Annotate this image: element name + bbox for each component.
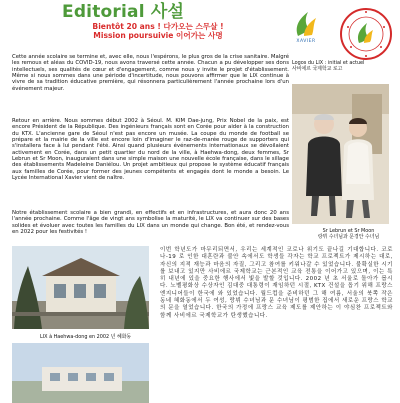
house-photo-image [12,246,149,329]
logos-caption-fr: Logos du LIX : initial et actuel [292,60,365,66]
korean-paragraph: 이번 학년도가 마무리되면서, 우리는 세계적인 코로나 위기도 끝나길 기대합니다. 코로나-19 로 인한 대혼란과 불안 속에서도 학생들 각자는 학교 프로젝트가 제시하는 대로, 자신의 지적 재능과 마음의 자질, 그리고 참여를 키워나갈 수 있었습니다. 불확실한 시기를 보내고 있지만 사비에르 국제학교는 근본적인 교육 전통을 이어가고 있으며, 이는 특히 내년에 있을 중요한 행사에서 빛을 발할 것입니다. 2002 년 초 서울로 돌아가 봅시다. 노벨평화상 수상자인 김대중 대통령이 재임하던 시절, KTX 건설을 돕기 위해 프랑스 엔지니어들이 한국에 와 있었습니다. 월드컵을 준비하던 그 해 여름, 서울의 북쪽 작은 동네 혜화동에서 두 여성, 랑뷔 수녀님과 문 수녀님이 평범한 집에서 새로운 프랑스 학교의 문을 열었습니다. 한국의 가정에 프랑스 교육 제도를 제안하는 이 야심찬 프로젝트와 함께 사비에르 국제학교가 탄생했습니다. [160,247,393,319]
house-photo-caption: LIX à Haehwa-dong en 2002 년 혜화동 [40,334,132,340]
xavier-flame-icon [292,8,320,38]
photo-building [12,343,149,403]
french-paragraph-1: Cette année scolaire se termine et, avec elle, nous l'espérons, le plus gros de la crise sanitaire. Malgré les remous et aléas du COVID-19, nous avons traversé cette année. Chacun a pu développer ses dons intellectuels, ses qualités de cœur et d'engagement, comme nous y invite le projet d'établissement. Même si nous sommes dans une période d'incertitude, nous pouvons affirmer que le LIX continue à vivre de sa tradition éducative première, qui résonnera particulièrement l'année prochaine lors d'un événement majeur. [12,54,289,92]
sisters-caption-fr: Sr Lebrun et Sr Moon [322,228,375,234]
sisters-photo-caption [296,228,400,240]
photo-haehwa-house [12,246,149,329]
logos-caption-ko: 사비에르 국제학교 로고 [292,66,343,72]
sisters-photo-image [292,84,389,224]
french-paragraph-3: Notre établissement scolaire a bien grandi, en effectifs et en infrastructures, et aura donc 20 ans l'année prochaine. Comme l'âge de vingt ans symbolise la maturité, le LIX va continuer sur des bases solides et évoluer avec toutes les familles du LIX dans un monde qui change. Bon été, et rendez-vous en 2022 pour les festivités ! [12,210,289,236]
building-photo-image [12,343,149,403]
sisters-caption-ko: 랑뷔 수녀님과 문경안 수녀님 [317,234,380,240]
page-title: Editorial 사설 [62,2,185,22]
subtitle-line-2: Mission poursuivie 이어가는 사명 [93,31,223,40]
lycee-seal-logo [339,7,393,61]
subtitle-line-1: Bientôt 20 ans ! 다가오는 스무살 ! [92,22,224,31]
xavier-logo-label: XAVIER [296,39,316,44]
lycee-seal-icon [339,7,393,61]
french-paragraph-2: Retour en arrière. Nous sommes début 2002 à Séoul. M. KIM Dae-jung, Prix Nobel de la paix, est encore Président de la République. Des ingénieurs français sont en Corée pour aider à la construction du KTX. L'ancienne gare de Séoul n'est pas encore un musée. La coupe du monde de football se prépare et la mairie de la ville est encore loin d'imaginer le raz-de-marée rouge de supporters qui s'installera face à lui pendant l'été. Ainsi quand plusieurs événements internationaux se dévoilaient activement en Corée, dans un petit quartier du nord de la ville, à Haehwa-dong, deux femmes, Sr Lebrun et Sr Moon, inauguraient dans une simple maison une nouvelle école française, dans le sillage des établissements Madeleine Daniélou. Un projet ambitieux qui propose le système éducatif français aux familles de Corée, pour former des jeunes compétents et engagés dont le monde a besoin. Le Lycée International Xavier vient de naître. [12,118,289,182]
editorial-subtitle [73,22,243,40]
xavier-logo [285,8,327,44]
photo-sisters [292,84,389,224]
logos-caption [292,60,397,72]
